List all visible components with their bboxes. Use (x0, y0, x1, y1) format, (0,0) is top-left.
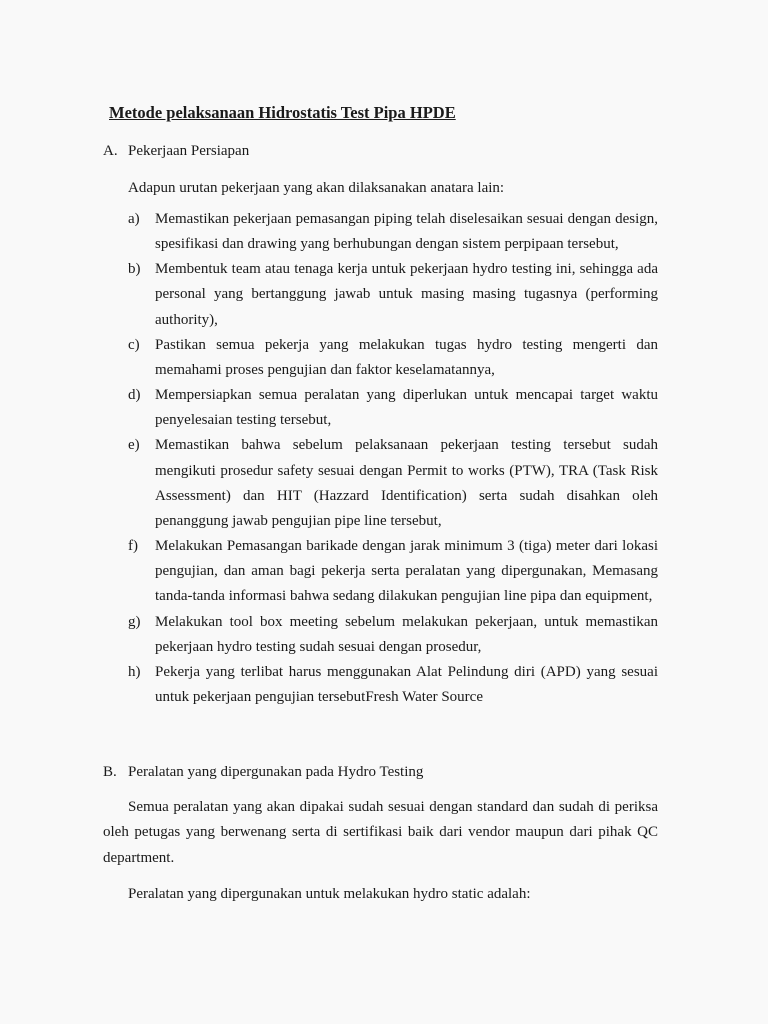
list-item-text: Melakukan Pemasangan barikade dengan jarak minimum 3 (tiga) meter dari lokasi pengujian, dan aman bagi pekerja serta peralatan yang dipergunakan, Memasang tanda-tanda informasi bahwa sedang dilakukan pengujian line pipa dan equipment, (155, 538, 658, 605)
list-item (128, 383, 658, 433)
list-item-marker: b) (128, 261, 141, 278)
document-title: Metode pelaksanaan Hidrostatis Test Pipa HPDE (109, 103, 456, 122)
preparation-list (128, 207, 658, 710)
list-item-text: Memastikan bahwa sebelum pelaksanaan pekerjaan testing tersebut sudah mengikuti prosedur safety sesuai dengan Permit to works (PTW), TRA (Task Risk Assessment) dan HIT (Hazzard Identification) serta sudah disahkan oleh penanggung jawab pengujian pipe line tersebut, (155, 437, 658, 529)
list-item-marker: a) (128, 211, 140, 227)
list-item-text: Memastikan pekerjaan pemasangan piping telah diselesaikan sesuai dengan design, spesifikasi dan drawing yang berhubungan dengan sistem perpipaan tersebut, (155, 211, 658, 253)
list-item-marker: f) (128, 538, 138, 555)
section-b-letter: B. (103, 764, 117, 780)
section-a-letter: A. (103, 143, 118, 159)
list-item (128, 610, 658, 660)
list-item-marker: e) (128, 437, 140, 454)
list-item (128, 534, 658, 609)
list-item (128, 207, 658, 257)
list-item-text: Pekerja yang terlibat harus menggunakan Alat Pelindung diri (APD) yang sesuai untuk pekerjaan pengujian tersebutFresh Water Source (155, 663, 658, 705)
section-a-intro: Adapun urutan pekerjaan yang akan dilaksanakan anatara lain: (128, 180, 505, 196)
list-item (128, 257, 658, 332)
list-item-marker: g) (128, 613, 141, 630)
list-item-marker: c) (128, 336, 140, 353)
list-item-text: Mempersiapkan semua peralatan yang diperlukan untuk mencapai target waktu penyelesaian testing tersebut, (155, 387, 658, 429)
list-item-text: Melakukan tool box meeting sebelum melakukan pekerjaan, untuk memastikan pekerjaan hydro testing sudah sesuai dengan prosedur, (155, 613, 658, 655)
list-item-marker: h) (128, 663, 141, 680)
list-item (128, 333, 658, 383)
section-b-heading: Peralatan yang dipergunakan pada Hydro Testing (128, 764, 424, 780)
section-b-equipment-intro: Peralatan yang dipergunakan untuk melakukan hydro static adalah: (128, 886, 531, 902)
list-item (128, 660, 658, 710)
section-a-heading: Pekerjaan Persiapan (128, 143, 250, 159)
list-item (128, 433, 658, 534)
section-b-paragraph: Semua peralatan yang akan dipakai sudah sesuai dengan standard dan sudah di periksa oleh petugas yang berwenang serta di sertifikasi baik dari vendor maupun dari pihak QC department. (103, 799, 658, 866)
list-item-text: Pastikan semua pekerja yang melakukan tugas hydro testing mengerti dan memahami proses pengujian dan faktor keselamatannya, (155, 336, 658, 378)
list-item-text: Membentuk team atau tenaga kerja untuk pekerjaan hydro testing ini, sehingga ada personal yang bertanggung jawab untuk masing masing tugasnya (performing authority), (155, 261, 658, 328)
list-item-marker: d) (128, 387, 141, 404)
